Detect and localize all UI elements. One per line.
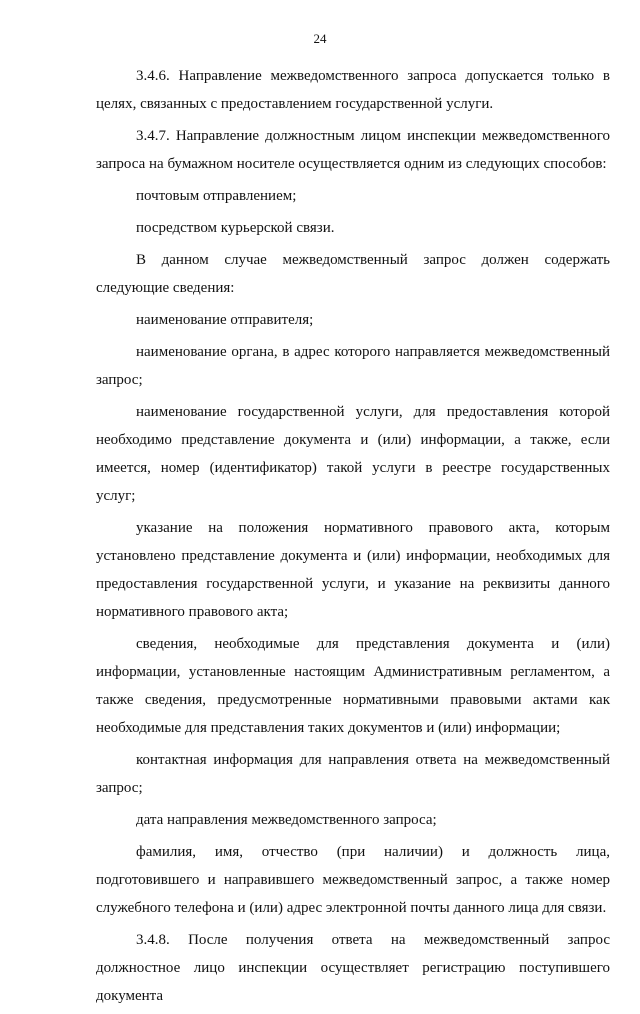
paragraph-3-4-7: 3.4.7. Направление должностным лицом инспекции межведомственного запроса на бумажном носителе осуществляется одним из следующих способов: xyxy=(96,128,610,172)
list-item-recipient-organ: наименование органа, в адрес которого направляется межведомственный запрос; xyxy=(96,344,610,388)
list-item-service-name: наименование государственной услуги, для предоставления которой необходимо представление документа и (или) информации, а также, если имеется, номер (идентификатор) такой услуги в реестре государственных услуг; xyxy=(96,404,610,504)
document-body xyxy=(96,62,610,1014)
paragraph-3-4-8: 3.4.8. После получения ответа на межведомственный запрос должностное лицо инспекции осуществляет регистрацию поступившего документа xyxy=(96,932,610,1004)
list-item-courier: посредством курьерской связи. xyxy=(136,220,335,236)
list-item-required-info: сведения, необходимые для представления документа и (или) информации, установленные настоящим Административным регламентом, а также сведения, предусмотренные нормативными правовыми актами как необходимые для представления таких документов и (или) информации; xyxy=(96,636,610,736)
paragraph-request-contents: В данном случае межведомственный запрос должен содержать следующие сведения: xyxy=(96,252,610,296)
list-item-postal: почтовым отправлением; xyxy=(136,188,297,204)
list-item-legal-act: указание на положения нормативного правового акта, которым установлено представление документа и (или) информации, необходимых для предоставления государственной услуги, и указание на реквизиты данного нормативного правового акта; xyxy=(96,520,610,620)
list-item-contact-info: контактная информация для направления ответа на межведомственный запрос; xyxy=(96,752,610,796)
list-item-request-date: дата направления межведомственного запроса; xyxy=(136,812,437,828)
paragraph-3-4-6: 3.4.6. Направление межведомственного запроса допускается только в целях, связанных с предоставлением государственной услуги. xyxy=(96,68,610,112)
page-number: 24 xyxy=(313,31,327,46)
list-item-sender: наименование отправителя; xyxy=(136,312,314,328)
list-item-responsible-person: фамилия, имя, отчество (при наличии) и должность лица, подготовившего и направившего межведомственный запрос, а также номер служебного телефона и (или) адрес электронной почты данного лица для связи. xyxy=(96,844,610,916)
